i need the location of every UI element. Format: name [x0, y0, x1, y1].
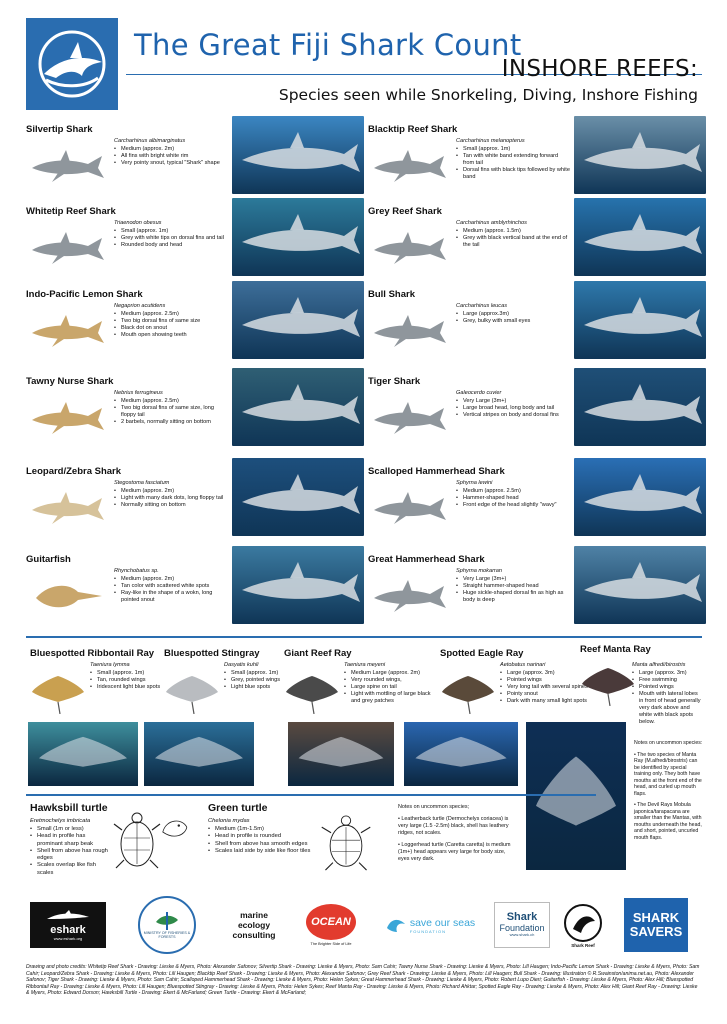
- poster-tagline: Species seen while Snorkeling, Diving, Inshore Fishing: [278, 86, 698, 104]
- poster-subtitle: INSHORE REEFS:: [501, 56, 698, 82]
- species-info: [632, 662, 702, 726]
- species-fact: • Large (approx. 3m): [500, 670, 592, 677]
- shark-reef-label: Shark Reef: [571, 942, 595, 948]
- species-drawing-icon: [370, 305, 448, 355]
- species-fact: • Normally sitting on bottom: [114, 502, 228, 509]
- species-fact: • Dark with many small light spots: [500, 698, 592, 705]
- shark-silhouette-icon: [232, 546, 364, 624]
- sos-label: save our seas: [409, 916, 476, 929]
- species-name: Bull Shark: [368, 289, 415, 300]
- species-drawing-icon: [370, 482, 448, 532]
- species-drawing: [28, 482, 106, 532]
- shark-savers-logo: [624, 898, 688, 952]
- species-fact: • Small (approx. 1m): [90, 670, 182, 677]
- ray-silhouette-icon: [288, 722, 394, 786]
- species-name: Guitarfish: [26, 554, 71, 565]
- species-fact: • Large spine on tail: [344, 684, 436, 691]
- sf-url: www.shark.ch: [509, 932, 535, 938]
- species-fact: • Medium (approx. 2.5m): [114, 311, 228, 318]
- ray-silhouette-icon: [144, 722, 254, 786]
- shark-card: [26, 554, 366, 640]
- ray-drawing-icon: [580, 662, 636, 706]
- ray-photo: [144, 722, 254, 786]
- shark-silhouette-icon: [574, 546, 706, 624]
- scientific-name: Carcharhinus albimarginatus: [114, 138, 186, 144]
- species-photo: [232, 368, 364, 446]
- shark-foundation-logo: [494, 902, 550, 948]
- species-fact: • Pointed wings: [500, 677, 592, 684]
- species-photo: [574, 281, 706, 359]
- shark-card: [368, 376, 708, 462]
- ray-photo: [404, 722, 518, 786]
- species-fact: • Rounded body and head: [114, 242, 228, 249]
- species-fact: • Tan with white band extending forward from tail: [456, 153, 570, 167]
- shark-card: [368, 289, 708, 375]
- species-fact: • Very rounded wings,: [344, 677, 436, 684]
- species-drawing: [28, 222, 106, 272]
- scientific-name: Taeniura meyeni: [344, 662, 386, 668]
- species-photo: [232, 198, 364, 276]
- species-drawing-icon: [28, 140, 106, 190]
- ray-silhouette-icon: [28, 722, 138, 786]
- species-fact: • Medium (1m-1.5m): [208, 826, 326, 833]
- species-fact: • Head in profile has prominant sharp beak: [30, 833, 112, 847]
- eshark-label: eshark: [50, 923, 86, 936]
- species-name: Green turtle: [208, 802, 268, 814]
- species-fact: • 2 barbels, normally sitting on bottom: [114, 419, 228, 426]
- shark-savers-line-1: SHARK: [632, 910, 680, 926]
- mec-line-3: consulting: [232, 929, 276, 940]
- species-photo: [232, 458, 364, 536]
- species-photo: [574, 368, 706, 446]
- scientific-name: Carcharhinus melanopterus: [456, 138, 525, 144]
- species-info: [114, 220, 228, 249]
- species-info: [114, 390, 228, 426]
- species-fact: • Very Large (3m+): [456, 576, 570, 583]
- ray-entry: [284, 648, 434, 704]
- turtle-shell-icon: [112, 808, 162, 878]
- note-line: Notes on uncommon species;: [398, 804, 470, 810]
- sf-line-1: Shark: [506, 911, 538, 924]
- species-drawing-icon: [28, 222, 106, 272]
- ray-drawing-icon: [284, 670, 340, 714]
- ocean-tagline: The Brighter Side of Life: [310, 942, 352, 946]
- shark-card: [368, 206, 708, 292]
- species-fact: • Medium (approx. 2m): [114, 146, 228, 153]
- species-drawing-icon: [28, 482, 106, 532]
- ray-drawing-icon: [30, 670, 86, 714]
- species-fact: • Small (approx. 1m): [114, 228, 228, 235]
- species-fact: • Tan, rounded wings: [90, 677, 182, 684]
- species-info: [456, 138, 570, 181]
- species-fact: • Free swimming: [632, 677, 702, 684]
- species-fact: • Iridescent light blue spots: [90, 684, 182, 691]
- species-name: Giant Reef Ray: [284, 648, 352, 659]
- eshark-logo: [30, 902, 106, 948]
- species-fact: • Small (approx. 1m): [224, 670, 316, 677]
- species-name: Scalloped Hammerhead Shark: [368, 466, 505, 477]
- ray-entry: [440, 648, 590, 704]
- note-line: Notes on uncommon species:: [634, 740, 703, 746]
- species-fact: • Light with many dark dots, long floppy tail: [114, 495, 228, 502]
- ray-entry: [580, 644, 701, 725]
- species-name: Reef Manta Ray: [580, 644, 651, 655]
- species-drawing: [370, 305, 448, 355]
- species-name: Great Hammerhead Shark: [368, 554, 485, 565]
- species-photo: [574, 458, 706, 536]
- scientific-name: Dasyatis kuhli: [224, 662, 259, 668]
- scientific-name: Stegostoma fasciatum: [114, 480, 170, 486]
- species-info: [500, 662, 592, 705]
- shark-silhouette-icon: [232, 116, 364, 194]
- ocean-logo: [302, 900, 360, 950]
- species-name: Tiger Shark: [368, 376, 421, 387]
- ray-photo: [288, 722, 394, 786]
- species-info: [114, 303, 228, 339]
- shark-silhouette-icon: [232, 198, 364, 276]
- species-name: Grey Reef Shark: [368, 206, 442, 217]
- species-fact: • Vertical stripes on body and dorsal fins: [456, 412, 570, 419]
- species-fact: • Huge sickle-shaped dorsal fin as high as body is deep: [456, 590, 570, 604]
- ray-silhouette-icon: [404, 722, 518, 786]
- species-fact: • Medium (approx. 2.5m): [456, 488, 570, 495]
- sf-line-2: Foundation: [499, 922, 545, 933]
- ray-photo: [28, 722, 138, 786]
- shark-count-logo: [26, 18, 118, 110]
- species-photo: [232, 116, 364, 194]
- species-name: Blacktip Reef Shark: [368, 124, 458, 135]
- ray-drawing-icon: [440, 670, 496, 714]
- shark-card: [26, 206, 366, 292]
- species-drawing: [370, 482, 448, 532]
- species-fact: • Scales laid side by side like floor tiles: [208, 848, 326, 855]
- shark-silhouette-icon: [232, 368, 364, 446]
- species-drawing: [28, 392, 106, 442]
- species-fact: • Large broad head, long body and tail: [456, 405, 570, 412]
- species-fact: • Small (1m or less): [30, 826, 112, 833]
- shark-reef-logo: [560, 898, 606, 952]
- species-name: Leopard/Zebra Shark: [26, 466, 122, 477]
- turtle-head-icon: [158, 808, 198, 864]
- species-info: [114, 480, 228, 509]
- species-fact: • Small (approx. 1m): [456, 146, 570, 153]
- note-line: • The two species of Manta Ray (M.alfredi/birostris) can be identified by special training only. They both have mouths at the front end of the head, and curled up mouth flaps.: [634, 751, 702, 797]
- scientific-name: Sphyrna lewini: [456, 480, 493, 486]
- species-drawing: [370, 140, 448, 190]
- species-info: [344, 662, 436, 705]
- species-drawing-icon: [370, 140, 448, 190]
- sponsor-logos: [26, 896, 702, 954]
- species-fact: • Two big dorsal fins of same size, long floppy tail: [114, 405, 228, 419]
- species-fact: • Hammer-shaped head: [456, 495, 570, 502]
- species-info: [456, 390, 570, 419]
- scientific-name: Triaenodon obesus: [114, 220, 162, 226]
- species-fact: • Grey with white tips on dorsal fins and tail: [114, 235, 228, 242]
- species-fact: • Grey with black vertical band at the end of the tail: [456, 235, 570, 249]
- species-name: Whitetip Reef Shark: [26, 206, 116, 217]
- section-divider: [26, 794, 596, 796]
- species-fact: • Large (approx. 3m): [632, 670, 702, 677]
- species-fact: • Medium (approx. 2.5m): [114, 398, 228, 405]
- shark-card: [26, 289, 366, 375]
- scientific-name: Chelonia mydas: [208, 818, 250, 824]
- species-drawing-icon: [370, 392, 448, 442]
- species-fact: • Medium Large (approx. 2m): [344, 670, 436, 677]
- note-line: • The Devil Rays Mobula japonica/tarapacana are smaller than the Mantas, with mouths underneath the head, and short, pointed, uncurled mouth flaps.: [634, 802, 702, 841]
- ray-silhouette-icon: [526, 722, 626, 870]
- species-name: Indo-Pacific Lemon Shark: [26, 289, 143, 300]
- species-fact: • Grey, bulky with small eyes: [456, 318, 570, 325]
- species-fact: • Light with mottling of large black and grey patches: [344, 691, 436, 705]
- species-drawing: [28, 570, 106, 620]
- species-fact: • Head in profile is rounded: [208, 833, 326, 840]
- species-fact: • Large (approx.3m): [456, 311, 570, 318]
- species-name: Silvertip Shark: [26, 124, 93, 135]
- scientific-name: Sphyrna mokarran: [456, 568, 503, 574]
- species-fact: • All fins with bright white rim: [114, 153, 228, 160]
- species-fact: • Grey, pointed wings: [224, 677, 316, 684]
- shark-silhouette-icon: [574, 281, 706, 359]
- species-fact: • Scales overlap like fish scales: [30, 862, 112, 876]
- scientific-name: Negaprion acutidens: [114, 303, 166, 309]
- scientific-name: Aetobatus narinari: [500, 662, 546, 668]
- species-name: Bluespotted Stingray: [164, 648, 260, 659]
- photo-credits: Drawing and photo credits: Whitetip Reef Shark - Drawing: Lieske & Myers, Photo: Alexander Safonov; Silvertip Shark - Drawing: Lieske & Myers, Photo: Sam Cahir; Tawny Nurse Shark - Drawing: Lieske & Myers, Photo: Lill Haugen; Indo-Pacific Lemon Shark - Drawing: Lieske & Myers, Photo: Sam Cahir; Leopard/Zebra Shark - Drawing: Lieske & Myers, Photo: Lill Haugen; Blacktip Reef Shark - Drawing: Lieske & Myers, Photo: Alexander Safonov; Grey Reef Shark - Drawing: Lieske & Myers, Photo: Lill Haugen; Bull Shark - Drawing: Illustration © R.Swainston/anima.net.au, Photo: Alexander Safonov; Tiger Shark - Drawing: Lieske & Myers, Photo: Sam Cahir; Scalloped Hammerhead Shark - Drawing: Lieske & Myers, Photo: Helen Sykes; Great Hammerhead Shark - Drawing: Lieske & Myers, Photo: Robert Lupo Dieri; Guitarfish - Drawing: Lieske & Myers, Photo: Alex Hill; Bluespotted Ribbontail Ray - Drawing: Lieske & Myers, Photo: Lill Haugen; Bluespotted Stingray - Drawing: Lieske & Myers, Photo: Helen Sykes; Reef Manta Ray - Drawing: Lieske & Myers, Photo: Richard Ahktar; Spotted Eagle Ray - Drawing: Lieske & Myers, Photo: Alex Hill; Giant Reef Ray - Drawing: Lieske & Myers, Photo: Edward Dorson; Hawksbill Turtle - Drawing: Ekert & McFarland; Green Turtle - Drawing: Ekert & McFarland;: [26, 964, 700, 997]
- species-name: Spotted Eagle Ray: [440, 648, 524, 659]
- species-fact: • Tan color with scattered white spots: [114, 583, 228, 590]
- species-drawing: [370, 222, 448, 272]
- species-fact: • Front edge of the head slightly "wavy": [456, 502, 570, 509]
- shark-silhouette-icon: [574, 458, 706, 536]
- scientific-name: Rhynchobatus sp.: [114, 568, 159, 574]
- mec-line-1: marine: [240, 910, 268, 921]
- species-drawing-icon: [28, 305, 106, 355]
- shark-card: [368, 554, 708, 640]
- turtle-notes: [398, 804, 512, 868]
- scientific-name: Galeocerdo cuvier: [456, 390, 502, 396]
- species-drawing: [370, 570, 448, 620]
- shark-silhouette-icon: [232, 458, 364, 536]
- scientific-name: Carcharhinus leucas: [456, 303, 507, 309]
- scientific-name: Eretmochelys imbricata: [30, 818, 91, 824]
- shark-card: [26, 376, 366, 462]
- scientific-name: Carcharhinus amblyrhinchos: [456, 220, 527, 226]
- shark-card: [26, 466, 366, 552]
- species-fact: • Pointy snout: [500, 691, 592, 698]
- ray-entry: [30, 648, 180, 690]
- species-info: [30, 818, 112, 877]
- species-drawing: [28, 305, 106, 355]
- poster-title: The Great Fiji Shark Count: [134, 28, 522, 62]
- species-name: Hawksbill turtle: [30, 802, 108, 814]
- species-fact: • Light blue spots: [224, 684, 316, 691]
- species-fact: • Dorsal fins with black tips followed by white band: [456, 167, 570, 181]
- note-line: • Loggerhead turtle (Caretta caretta) is medium (1m+) head appears very large for body size, eyes very dark.: [398, 842, 511, 863]
- species-fact: • Straight hammer-shaped head: [456, 583, 570, 590]
- ray-photo: [526, 722, 626, 870]
- shark-silhouette-icon: [232, 281, 364, 359]
- species-info: [208, 818, 326, 855]
- species-drawing-icon: [370, 222, 448, 272]
- species-info: [114, 568, 228, 604]
- ray-drawing-icon: [164, 670, 220, 714]
- species-fact: • Medium (approx. 2m): [114, 576, 228, 583]
- species-name: Bluespotted Ribbontail Ray: [30, 648, 155, 659]
- species-fact: • Shell from above has rough edges: [30, 848, 112, 862]
- mec-line-2: ecology: [237, 920, 271, 931]
- shark-savers-line-2: SAVERS: [629, 924, 683, 939]
- shark-card: [368, 466, 708, 552]
- scientific-name: Nebrius ferrugineus: [114, 390, 163, 396]
- species-photo: [574, 198, 706, 276]
- species-fact: • Very long tail with several spines: [500, 684, 592, 691]
- species-info: [114, 138, 228, 167]
- species-fact: • Mouth open showing teeth: [114, 332, 228, 339]
- section-divider: [26, 636, 702, 638]
- species-fact: • Medium (approx. 1.5m): [456, 228, 570, 235]
- species-photo: [574, 116, 706, 194]
- species-drawing-icon: [28, 570, 106, 620]
- species-info: [456, 568, 570, 604]
- green-turtle-icon: [318, 810, 374, 876]
- species-info: [456, 220, 570, 249]
- species-fact: • Black dot on snout: [114, 325, 228, 332]
- species-info: [456, 303, 570, 325]
- scientific-name: Taeniura lymma: [90, 662, 130, 668]
- species-fact: • Mouth with lateral lobes in front of head generally very dark above and white with black spots below.: [632, 691, 702, 726]
- species-fact: • Shell from above has smooth edges: [208, 841, 326, 848]
- species-drawing: [370, 392, 448, 442]
- shark-silhouette-icon: [574, 116, 706, 194]
- species-drawing-icon: [28, 392, 106, 442]
- species-photo: [232, 281, 364, 359]
- shark-silhouette-icon: [574, 198, 706, 276]
- species-fact: • Very Large (3m+): [456, 398, 570, 405]
- marine-ecology-consulting-logo: [222, 900, 286, 952]
- eshark-url: www.eshark.org: [53, 935, 83, 941]
- species-fact: • Medium (approx. 2m): [114, 488, 228, 495]
- fisheries-logo: [138, 896, 196, 954]
- species-fact: • Pointed wings: [632, 684, 702, 691]
- fisheries-label: MINISTRY OF FISHERIES & FORESTS: [143, 931, 191, 939]
- species-photo: [574, 546, 706, 624]
- species-fact: • Very pointy snout, typical "Shark" shape: [114, 160, 228, 167]
- species-name: Tawny Nurse Shark: [26, 376, 114, 387]
- wave-icon: [385, 914, 407, 936]
- species-drawing: [28, 140, 106, 190]
- poster-header: [26, 18, 702, 110]
- species-fact: • Ray-like in the shape of a wokn, long pointed snout: [114, 590, 228, 604]
- save-our-seas-logo: [380, 904, 480, 946]
- note-line: • Leatherback turtle (Dermochelys coriacea) is very large (1.5 -2.5m) black, shell has leathery ridges, not scales.: [398, 816, 509, 837]
- species-photo: [232, 546, 364, 624]
- ocean-label: OCEAN: [306, 904, 356, 940]
- manta-notes: [634, 740, 704, 846]
- species-info: [456, 480, 570, 509]
- sos-sub: FOUNDATION: [409, 928, 446, 934]
- scientific-name: Manta alfredi/birostris: [632, 662, 686, 668]
- species-drawing-icon: [370, 570, 448, 620]
- shark-silhouette-icon: [574, 368, 706, 446]
- species-fact: • Two big dorsal fins of same size: [114, 318, 228, 325]
